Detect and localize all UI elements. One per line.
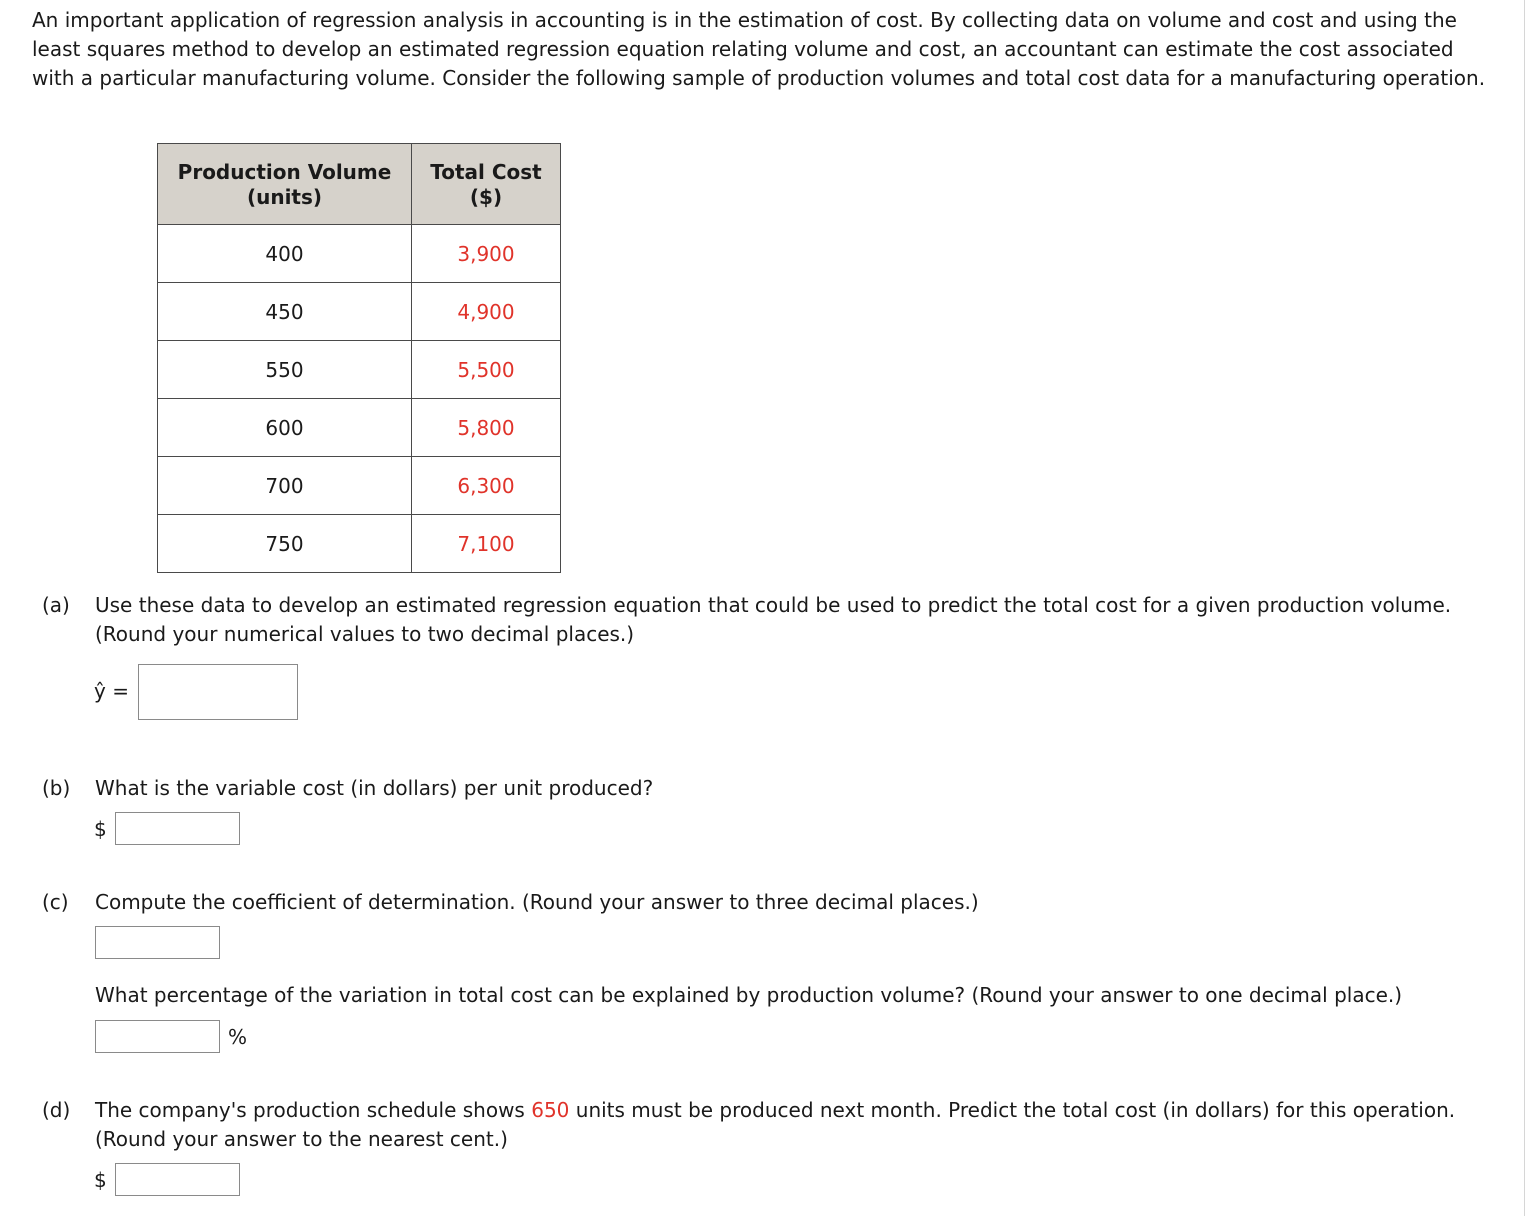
yhat-label: ŷ = bbox=[94, 679, 129, 703]
header-line: Total Cost bbox=[430, 160, 542, 184]
predicted-cost-input[interactable] bbox=[115, 1163, 240, 1196]
part-c-label: (c) bbox=[42, 890, 69, 914]
volume-cell: 450 bbox=[158, 283, 412, 341]
variable-cost-input[interactable] bbox=[115, 812, 240, 845]
part-b-question: What is the variable cost (in dollars) per unit produced? bbox=[95, 776, 654, 800]
header-unit: (units) bbox=[246, 185, 323, 209]
percent-sign: % bbox=[228, 1025, 248, 1049]
dollar-sign: $ bbox=[94, 817, 107, 841]
part-d-text-after: units must be produced next month. Predict the total cost (in dollars) for this operation. (Round your answer to the nearest cent.) bbox=[95, 1098, 1456, 1151]
production-units-value: 650 bbox=[531, 1098, 570, 1122]
part-c-question: Compute the coefficient of determination. (Round your answer to three decimal places.) bbox=[95, 890, 979, 914]
volume-cell: 400 bbox=[158, 225, 412, 283]
production-cost-table bbox=[157, 143, 561, 573]
cost-cell: 5,500 bbox=[412, 341, 561, 399]
intro-paragraph: An important application of regression analysis in accounting is in the estimation of cost. By collecting data on volume and cost and using the least squares method to develop an estimated regression equation relating volume and cost, an accountant can estimate the cost associated with a particular manufacturing volume. Consider the following sample of production volumes and total cost data for a manufacturing operation. bbox=[32, 8, 1486, 90]
dollar-sign: $ bbox=[94, 1168, 107, 1192]
cost-cell: 5,800 bbox=[412, 399, 561, 457]
part-d-label: (d) bbox=[42, 1098, 71, 1122]
cost-cell: 3,900 bbox=[412, 225, 561, 283]
table-header-row bbox=[158, 144, 561, 225]
header-production-volume bbox=[158, 144, 412, 225]
percentage-input[interactable] bbox=[95, 1020, 220, 1053]
part-d-text-before: The company's production schedule shows bbox=[95, 1098, 532, 1122]
header-unit: ($) bbox=[469, 185, 503, 209]
volume-cell: 600 bbox=[158, 399, 412, 457]
table-row bbox=[158, 515, 561, 573]
cost-cell: 7,100 bbox=[412, 515, 561, 573]
table-row bbox=[158, 399, 561, 457]
table-row bbox=[158, 457, 561, 515]
cost-cell: 4,900 bbox=[412, 283, 561, 341]
volume-cell: 750 bbox=[158, 515, 412, 573]
regression-equation-input[interactable] bbox=[138, 664, 298, 720]
table-row bbox=[158, 341, 561, 399]
header-total-cost bbox=[412, 144, 561, 225]
table-row bbox=[158, 225, 561, 283]
part-c-percentage-question: What percentage of the variation in total cost can be explained by production volume? (Round your answer to one decimal place.) bbox=[95, 983, 1403, 1007]
cost-cell: 6,300 bbox=[412, 457, 561, 515]
part-d-question bbox=[95, 1096, 1475, 1154]
table-row bbox=[158, 283, 561, 341]
header-line: Production Volume bbox=[177, 160, 392, 184]
part-a-label: (a) bbox=[42, 593, 70, 617]
coefficient-determination-input[interactable] bbox=[95, 926, 220, 959]
volume-cell: 550 bbox=[158, 341, 412, 399]
part-a-question: Use these data to develop an estimated regression equation that could be used to predict the total cost for a given production volume. (Round your numerical values to two decimal places.) bbox=[95, 593, 1452, 646]
part-b-label: (b) bbox=[42, 776, 71, 800]
volume-cell: 700 bbox=[158, 457, 412, 515]
